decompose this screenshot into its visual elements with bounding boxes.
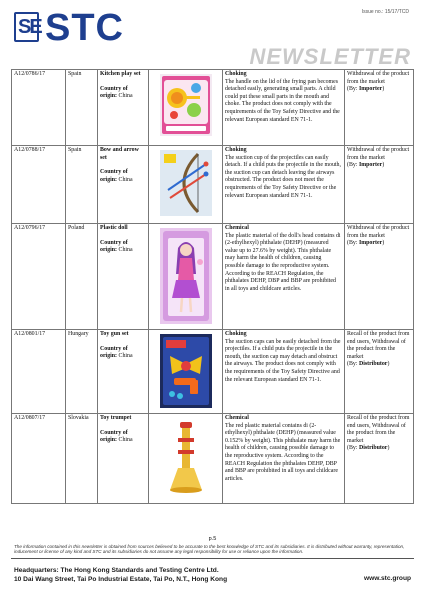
image-cell (149, 330, 223, 414)
measure-by: Importer (358, 240, 383, 247)
risk-description: The suction caps can be easily detached from the projectiles. If a child puts the projectile in the mouth, the suction cap may detach and obstruct the airways. The product does not comply with the requirements of the Toy Safety Directive and the relevant European standard EN 71-1. (225, 338, 341, 383)
measure-text: Recall of the product from end users, Withdrawal of the product from the market (347, 415, 410, 444)
risk-type: Chemical (225, 225, 249, 231)
product-cell (98, 70, 149, 146)
image-cell (149, 70, 223, 146)
table-row (12, 330, 414, 414)
reference-cell: A12/0807/17 (12, 414, 66, 504)
origin-value: China (118, 437, 133, 444)
origin-label: Country of origin: (100, 429, 128, 444)
product-name: Toy trumpet (100, 415, 132, 421)
country-cell: Spain (66, 70, 98, 146)
headquarters-address: 10 Dai Wang Street, Tai Po Industrial Estate, Tai Po, N.T., Hong Kong (14, 576, 228, 583)
measure-by: Distributor (358, 445, 388, 452)
plastic-doll-image (160, 228, 212, 324)
reference-cell: A12/0801/17 (12, 330, 66, 414)
origin-value: China (118, 353, 133, 360)
toy-gun-set-image (160, 334, 212, 408)
headquarters-name: Headquarters: The Hong Kong Standards and Testing Centre Ltd. (14, 567, 219, 574)
risk-type: Choking (225, 331, 247, 337)
page-header (0, 0, 425, 68)
risk-description: The red plastic material contains di (2-ethylhexyl) phthalate (DEHP) (measured value 0.152% by weight). This phthalate may harm the health of children, causing possible damage to the reproductive system. According to the REACH Regulation the phthalates DEHP, DBP and BBP are prohibited in all toys and childcare articles. (225, 422, 341, 482)
measure-text: Recall of the product from end users, Withdrawal of the product from the market (347, 331, 410, 360)
risk-cell (223, 330, 345, 414)
reference-cell: A12/0788/17 (12, 146, 66, 224)
origin-label: Country of origin: (100, 345, 128, 360)
origin-label: Country of origin: (100, 239, 128, 254)
measure-by: Distributor (358, 361, 388, 368)
website-link[interactable]: www.stc.group (363, 575, 411, 582)
product-cell (98, 224, 149, 330)
issue-number: Issue no.: 15/17/TCD (361, 9, 409, 15)
measure-text: Withdrawal of the product from the market (347, 225, 410, 239)
origin-value: China (118, 93, 133, 100)
product-name: Toy gun set (100, 331, 129, 337)
risk-description: The suction cup of the projectiles can easily detach. If a child puts the projectile in the mouth, the suction cup can detach leaving the airways obstructed. The product does not meet the requirements of the Toy Safety Directive or the relevant European standard EN 71-1. (225, 154, 341, 199)
page-number: p.5 (208, 536, 217, 542)
kitchen-play-set-image (160, 74, 212, 136)
toy-trumpet-image (160, 418, 212, 498)
risk-type: Choking (225, 147, 247, 153)
risk-cell (223, 70, 345, 146)
table-row (12, 70, 414, 146)
risk-cell (223, 224, 345, 330)
reference-cell: A12/0786/17 (12, 70, 66, 146)
table-row (12, 146, 414, 224)
risk-type: Choking (225, 71, 247, 77)
product-cell (98, 146, 149, 224)
risk-cell (223, 414, 345, 504)
risk-type: Chemical (225, 415, 249, 421)
measures-cell: Withdrawal of the product from the market (By: Importer) (345, 70, 414, 146)
product-cell (98, 330, 149, 414)
image-cell (149, 414, 223, 504)
footer-divider (11, 558, 414, 559)
measure-by: Importer (358, 162, 383, 169)
measure-text: Withdrawal of the product from the market (347, 71, 410, 85)
risk-cell (223, 146, 345, 224)
stc-logo-mark (14, 12, 39, 42)
reference-cell: A12/0796/17 (12, 224, 66, 330)
risk-description: The handle on the lid of the frying pan becomes detached easily, generating small parts. A child could put these small parts in the mouth and choke. The product does not comply with the requirements of the Toy Safety Directive and the relevant European standard EN 71-1. (225, 78, 340, 123)
table-row (12, 224, 414, 330)
origin-value: China (118, 247, 133, 254)
newsletter-title: NEWSLETTER (249, 44, 411, 69)
origin-value: China (118, 176, 133, 183)
measures-cell: Recall of the product from end users, Withdrawal of the product from the market (By: Distributor) (345, 414, 414, 504)
measures-cell: Recall of the product from end users, Withdrawal of the product from the market (By: Distributor) (345, 330, 414, 414)
product-name: Bow and arrow set (100, 147, 139, 161)
image-cell (149, 146, 223, 224)
origin-label: Country of origin: (100, 85, 128, 100)
country-cell: Hungary (66, 330, 98, 414)
risk-description: The plastic material of the doll's head contains di (2-ethylhexyl) phthalate (DEHP) (measured value up to 27.6% by weight). This phthalate may harm the health of children, causing possible damage to the reproductive system. According to the REACH Regulation, the phthalates DEHP, DBP and BBP are prohibited in all toys and childcare articles. (225, 232, 341, 292)
measure-text: Withdrawal of the product from the market (347, 147, 410, 161)
logo-mark-text: SE (18, 16, 41, 38)
country-cell: Poland (66, 224, 98, 330)
measure-by: Importer (358, 86, 383, 93)
recall-table (11, 69, 414, 504)
measures-cell: Withdrawal of the product from the market (By: Importer) (345, 146, 414, 224)
country-cell: Spain (66, 146, 98, 224)
bow-and-arrow-set-image (160, 150, 212, 216)
product-name: Plastic doll (100, 225, 128, 231)
country-cell: Slovakia (66, 414, 98, 504)
measures-cell: Withdrawal of the product from the market (By: Importer) (345, 224, 414, 330)
disclaimer-text: The information contained in this newsletter is obtained from sources believed to be accurate to the best knowledge of STC and its subsidiaries. It is distributed without warranty, representation, inducement or license of any kind and STC and its subsidiaries do not assume any legal responsibility for use or reliance upon the information. (14, 544, 405, 555)
product-cell (98, 414, 149, 504)
product-name: Kitchen play set (100, 71, 141, 77)
image-cell (149, 224, 223, 330)
origin-label: Country of origin: (100, 169, 128, 183)
brand-name: STC (45, 7, 124, 49)
table-row (12, 414, 414, 504)
